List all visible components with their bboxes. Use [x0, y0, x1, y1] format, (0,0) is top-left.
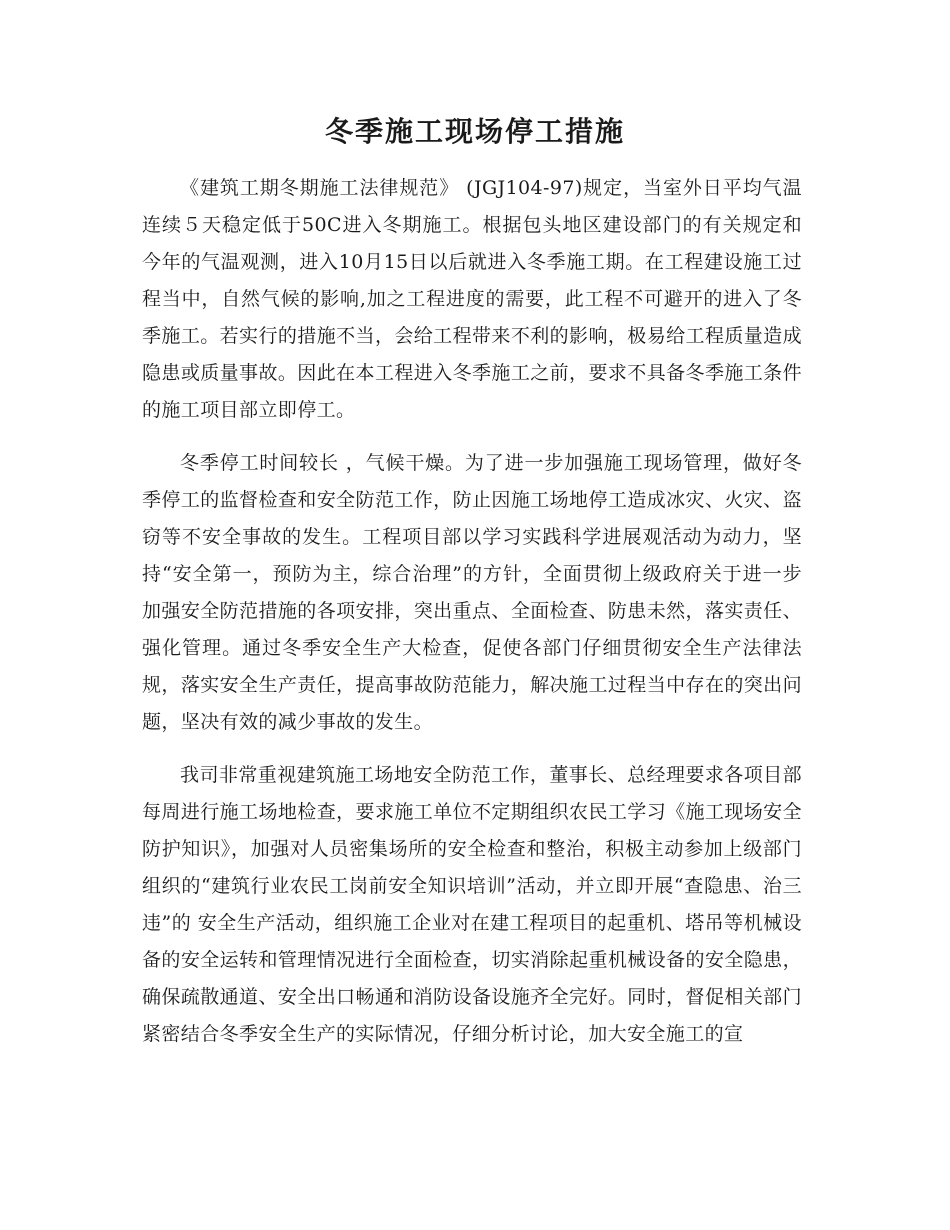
paragraph-3: 我司非常重视建筑施工场地安全防范工作，董事长、总经理要求各项目部每周进行施工场地检查，要求施工单位不定期组织农民工学习《施工现场安全防护知识》，加强对人员密集场所的安全检查和整治，积极主动参加上级部门组织的“建筑行业农民工岗前安全知识培训”活动，并立即开展“查隐患、治三违”的 安全生产活动，组织施工企业对在建工程项目的起重机、塔吊等机械设备的安全运转和管理情况进行全面检查，切实消除起重机械设备的安全隐患，确保疏散通道、安全出口畅通和消防设备设施齐全完好。同时，督促相关部门紧密结合冬季安全生产的实际情况，仔细分析讨论，加大安全施工的宣	[142, 764, 802, 1045]
paragraph-1: 《建筑工期冬期施工法律规范》 (JGJ104-97)规定，当室外日平均气温连续５天稳定低于50C进入冬期施工。根据包头地区建设部门的有关规定和今年的气温观测，进入10月15日以后就进入冬季施工期。在工程建设施工过程当中，自然气候的影响,加之工程进度的需要，此工程不可避开的进入了冬季施工。若实行的措施不当，会给工程带来不利的影响，极易给工程质量造成隐患或质量事故。因此在本工程进入冬季施工之前，要求不具备冬季施工条件的施工项目部立即停工。	[142, 177, 802, 421]
document-title: 冬季施工现场停工措施	[324, 115, 625, 148]
document-body	[142, 170, 802, 1069]
paragraph-2: 冬季停工时间较长 ，气候干燥。为了进一步加强施工现场管理，做好冬季停工的监督检查和安全防范工作，防止因施工场地停工造成冰灾、火灾、盗窃等不安全事故的发生。工程项目部以学习实践科学进展观活动为动力，坚持“安全第一，预防为主，综合治理”的方针，全面贯彻上级政府关于进一步加强安全防范措施的各项安排，突出重点、全面检查、防患未然，落实责任、强化管理。通过冬季安全生产大检查，促使各部门仔细贯彻安全生产法律法规，落实安全生产责任，提高事故防范能力，解决施工过程当中存在的突出问题，坚决有效的减少事故的发生。	[142, 452, 802, 733]
